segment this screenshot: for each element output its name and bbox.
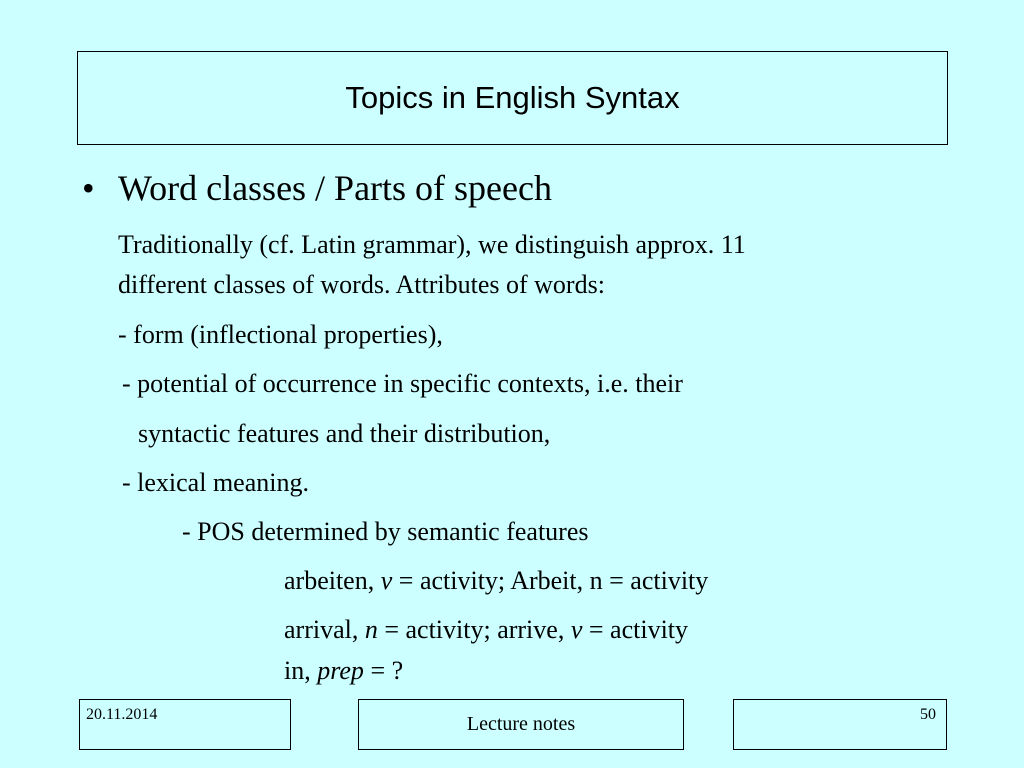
example2-text-3: = activity [582, 615, 689, 644]
footer-date: 20.11.2014 [86, 706, 158, 723]
example3-text-2: = ? [363, 656, 404, 685]
example1-text-2: = activity; Arbeit, n = activity [392, 566, 709, 595]
example2-italic-2: v [570, 615, 583, 644]
footer-page-box [733, 699, 947, 750]
attribute-form: - form (inflectional properties), [118, 320, 443, 349]
footer-date-box [79, 699, 291, 750]
intro-line-1: Traditionally (cf. Latin grammar), we distinguish approx. 11 [118, 230, 746, 259]
attribute-lexical: - lexical meaning. [122, 468, 309, 497]
slide-title: Topics in English Syntax [345, 80, 680, 115]
pos-line: - POS determined by semantic features [182, 517, 589, 546]
example-line-3 [284, 656, 403, 686]
example2-italic-1: n [364, 615, 378, 644]
slide-title-box [77, 51, 948, 145]
example3-italic-1: prep [317, 656, 364, 685]
footer-notes: Lecture notes [466, 713, 576, 735]
example2-text-1: arrival, [284, 615, 365, 644]
example-line-1 [284, 566, 708, 596]
attribute-potential-line-1: - potential of occurrence in specific contexts, i.e. their [122, 369, 683, 398]
bullet-heading: Word classes / Parts of speech [118, 168, 552, 208]
footer-notes-box [358, 699, 684, 750]
example-line-2 [284, 615, 688, 645]
footer-page-number: 50 [920, 706, 936, 723]
example2-text-2: = activity; arrive, [377, 615, 571, 644]
example1-text-1: arbeiten, [284, 566, 381, 595]
example3-text-1: in, [284, 656, 318, 685]
bullet-marker: • [82, 168, 95, 208]
attribute-potential-line-2: syntactic features and their distribution, [138, 419, 551, 448]
example1-italic-1: v [380, 566, 393, 595]
intro-line-2: different classes of words. Attributes of words: [118, 270, 605, 299]
